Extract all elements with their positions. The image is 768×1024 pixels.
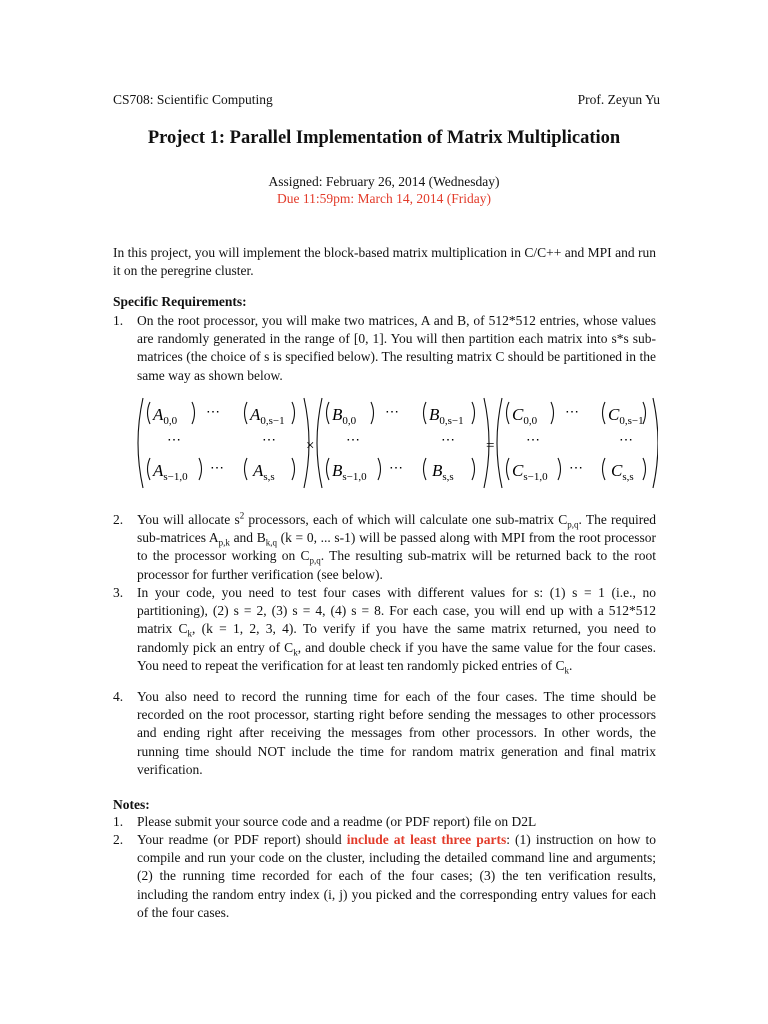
dots: ⋯ [210, 461, 224, 476]
item-text: You also need to record the running time for each of the four cases. The time should be recorded on the root processor, starting right before sending the messages to other processors and ending right after receiving the messages from other processors. In other words, the running time should NOT include the time for random matrix generation and final matrix verification. [137, 689, 656, 777]
equals-symbol: = [486, 438, 495, 454]
item-number: 4. [113, 689, 124, 704]
notes-heading: Notes: [113, 797, 150, 812]
specific-requirements-heading: Specific Requirements: [113, 294, 247, 309]
matrix-entry-c0s: $C_{0,s-1}$ [608, 405, 644, 427]
page-header [113, 92, 660, 110]
matrix-entry-b00: $B_{0,0}$ [332, 405, 357, 427]
matrix-equation-figure [134, 395, 658, 491]
item-number: 1. [113, 814, 124, 829]
matrix-equation [134, 395, 658, 491]
item-text: In your code, you need to test four cases with different values for s: (1) s = 1 (i.e., no partitioning), (2) s = 2, (3) s = 4, (4) s = 8. For each case, you will end up with a 512*512 matrix $C_k$, (k = 1, 2, 3, 4). To verify if you have the same matrix returned, you need to randomly pick an entry of $C_k$, and double check if you have the same value for the four cases. You need to repeat the verification for at least ten randomly picked entries of $C_k$. [137, 585, 657, 676]
matrix-entry-c00: $C_{0,0}$ [512, 405, 538, 427]
dots: ⋯ [206, 405, 220, 420]
item-number: 2. [113, 832, 124, 847]
dots: ⋯ [569, 461, 583, 476]
matrix-entry-ass: $A_{s,s}$ [253, 461, 275, 483]
matrix-entry-bss: $B_{s,s}$ [432, 461, 454, 483]
matrix-entry-cs0: $C_{s-1,0}$ [512, 461, 548, 483]
due-date: Due 11:59pm: March 14, 2014 (Friday) [277, 191, 491, 206]
requirement-item-3 [113, 584, 656, 675]
dots: ⋯ [346, 433, 360, 448]
assigned-date: Assigned: February 26, 2014 (Wednesday) [268, 174, 500, 189]
dots: ⋯ [526, 433, 540, 448]
note-item-2 [113, 831, 656, 922]
highlighted-requirement: include at least three parts [346, 832, 507, 847]
item-number: 3. [113, 585, 124, 600]
requirement-item-1 [113, 312, 656, 385]
project-title: Project 1: Parallel Implementation of Matrix Multiplication [147, 128, 621, 148]
matrix-entry-bs0: $B_{s-1,0}$ [332, 461, 367, 483]
matrix-entry-a00: $A_{0,0}$ [153, 405, 178, 427]
item-text: Please submit your source code and a readme (or PDF report) file on D2L [137, 814, 537, 829]
dots: ⋯ [389, 461, 403, 476]
requirement-item-4 [113, 688, 656, 779]
intro-paragraph: In this project, you will implement the block-based matrix multiplication in C/C++ and MPI and run it on the peregrine cluster. [113, 245, 656, 279]
dots: ⋯ [167, 433, 181, 448]
dots: ⋯ [441, 433, 455, 448]
times-symbol: × [306, 438, 315, 454]
dots: ⋯ [565, 405, 579, 420]
dots: ⋯ [619, 433, 633, 448]
item-number: 2. [113, 512, 124, 527]
item-number: 1. [113, 313, 124, 328]
item-text: Your readme (or PDF report) should include at least three parts: (1) instruction on how to compile and run your code on the cluster, including the detailed command line and arguments; (2) the running time recorded for each of the four cases; (3) the ten verification results, including the random entry index (i, j) you picked and the corresponding entry values for each of the four cases. [137, 832, 656, 920]
professor-name: Prof. Zeyun Yu [577, 92, 660, 107]
dots: ⋯ [262, 433, 276, 448]
course-name: CS708: Scientific Computing [113, 92, 273, 107]
matrix-entry-css: $C_{s,s}$ [611, 461, 634, 483]
matrix-entry-a0s: $A_{0,s-1}$ [250, 405, 285, 427]
item-text: You will allocate $s^2$ processors, each of which will calculate one sub-matrix $C_{p,q}$. The required sub-matrices $A_{p,k}$ and $B_{k,q}$ (k = 0, ... s-1) will be passed along with MPI from the root processor to the processor working on $C_{p,q}$. The resulting sub-matrix will be returned back to the root processor for further verification (see below). [137, 510, 656, 582]
requirement-item-2 [113, 511, 656, 584]
dots: ⋯ [385, 405, 399, 420]
item-text: On the root processor, you will make two matrices, A and B, of 512*512 entries, whose values are randomly generated in the range of [0, 1]. You will then partition each matrix into s*s sub-matrices (the choice of s is specified below). The resulting matrix C should be partitioned in the same way as shown below. [137, 313, 656, 383]
matrix-entry-as0: $A_{s-1,0}$ [153, 461, 188, 483]
note-item-1 [113, 813, 656, 831]
matrix-entry-b0s: $B_{0,s-1}$ [429, 405, 464, 427]
